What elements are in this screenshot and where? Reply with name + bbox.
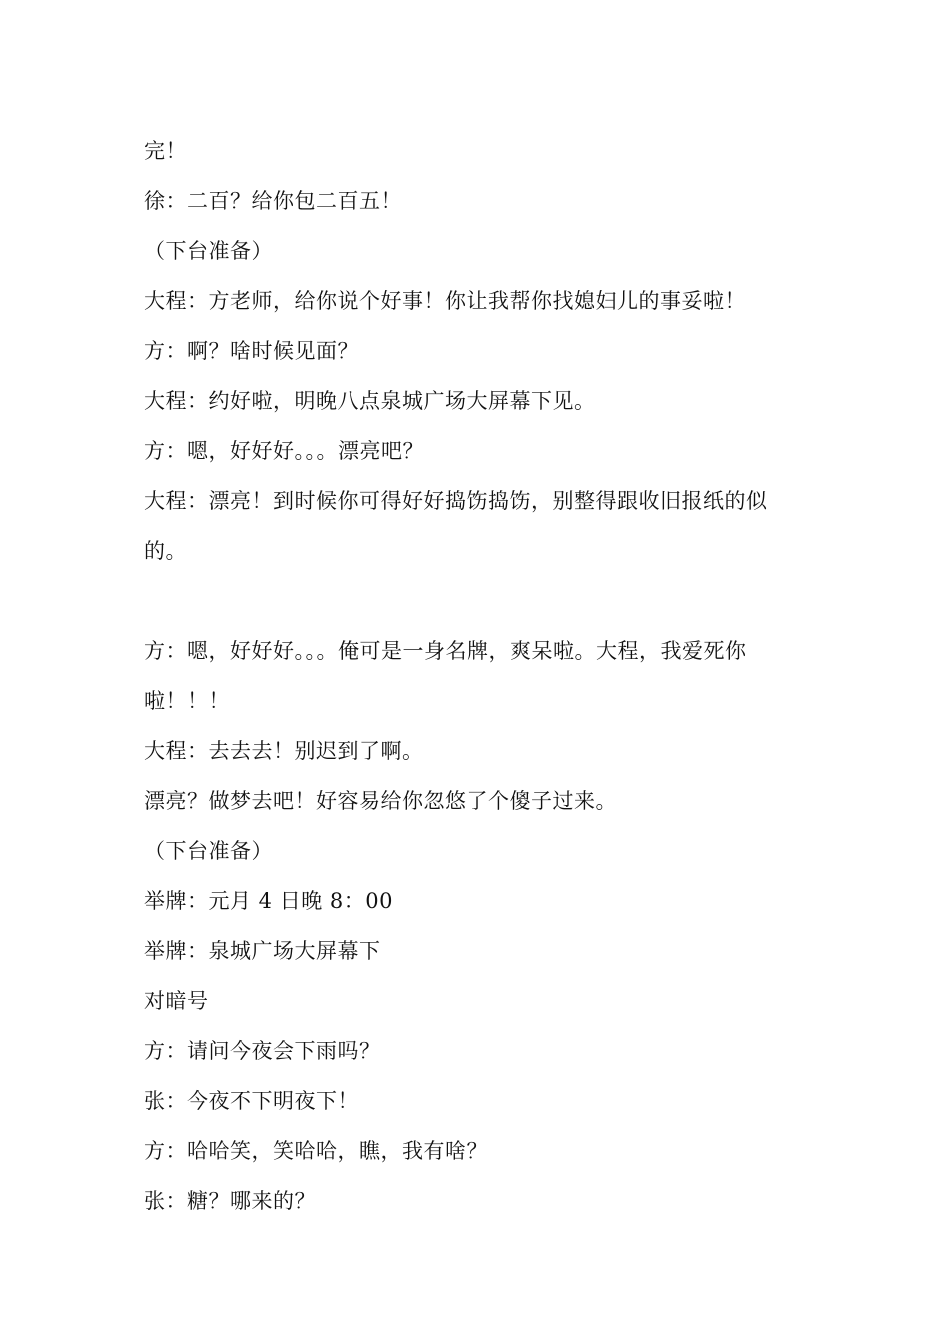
text-line: 方：请问今夜会下雨吗？ bbox=[144, 1039, 381, 1063]
text-line: 对暗号 bbox=[144, 989, 209, 1013]
stage-direction: （下台准备） bbox=[144, 839, 273, 863]
text-line: 大程：约好啦，明晚八点泉城广场大屏幕下见。 bbox=[144, 389, 596, 413]
text-line: 方：啊？啥时候见面？ bbox=[144, 339, 359, 363]
text-line: 举牌：元月 4 日晚 8：00 bbox=[144, 889, 393, 913]
paragraph-gap bbox=[144, 576, 804, 626]
text-line: 漂亮？做梦去吧！好容易给你忽悠了个傻子过来。 bbox=[144, 789, 617, 813]
text-line: 张：今夜不下明夜下！ bbox=[144, 1089, 359, 1113]
text-line: 方：哈哈笑，笑哈哈，瞧，我有啥？ bbox=[144, 1139, 488, 1163]
script-text-body bbox=[144, 126, 804, 1226]
text-line: 大程：漂亮！到时候你可得好好捣饬捣饬，别整得跟收旧报纸的似 bbox=[144, 489, 768, 513]
stage-direction: （下台准备） bbox=[144, 239, 273, 263]
text-line: 完！ bbox=[144, 139, 187, 163]
text-line: 啦！！！ bbox=[144, 689, 230, 713]
text-line: 举牌：泉城广场大屏幕下 bbox=[144, 939, 381, 963]
text-line: 大程：去去去！别迟到了啊。 bbox=[144, 739, 424, 763]
text-line: 大程：方老师，给你说个好事！你让我帮你找媳妇儿的事妥啦！ bbox=[144, 289, 746, 313]
text-line: 的。 bbox=[144, 539, 187, 563]
text-line: 张：糖？哪来的？ bbox=[144, 1189, 316, 1213]
text-line: 徐：二百？给你包二百五！ bbox=[144, 189, 402, 213]
text-line: 方：嗯，好好好。。。漂亮吧？ bbox=[144, 439, 424, 463]
text-line: 方：嗯，好好好。。。俺可是一身名牌，爽呆啦。大程，我爱死你 bbox=[144, 639, 747, 663]
